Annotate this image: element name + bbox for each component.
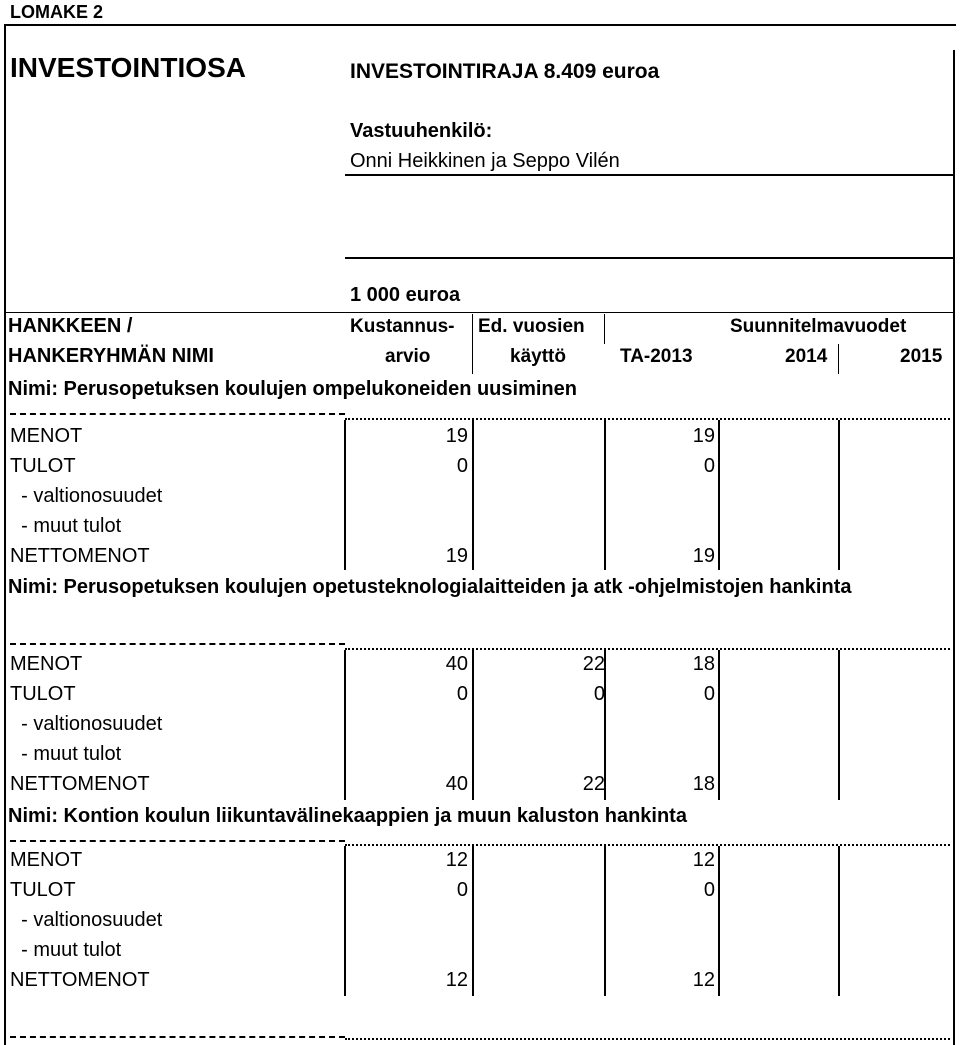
row-label: - muut tulot bbox=[10, 515, 122, 537]
cost-value: 19 bbox=[445, 545, 468, 567]
row-label: TULOT bbox=[10, 683, 76, 705]
row-label: - valtionosuudet bbox=[10, 713, 163, 735]
row-label: - valtionosuudet bbox=[10, 485, 163, 507]
project-1-row-valtionosuudet bbox=[0, 483, 960, 513]
header-col-sep-1 bbox=[472, 314, 473, 374]
project-1-dots bbox=[345, 418, 950, 420]
row-label: - muut tulot bbox=[10, 939, 122, 961]
unit-label: 1 000 euroa bbox=[350, 284, 461, 306]
cost-value: 40 bbox=[445, 653, 468, 675]
prev-value: 22 bbox=[582, 773, 605, 795]
row-label: NETTOMENOT bbox=[10, 545, 150, 567]
project-3-dash bbox=[10, 840, 345, 842]
project-3-row-nettomenot bbox=[0, 967, 960, 997]
project-2-row-valtionosuudet bbox=[0, 711, 960, 741]
header-col-sep-2 bbox=[604, 314, 605, 344]
project-3-dots bbox=[345, 844, 950, 846]
header-prev-line2: käyttö bbox=[510, 346, 566, 367]
row-label: TULOT bbox=[10, 879, 76, 901]
ta-value: 19 bbox=[692, 545, 715, 567]
top-border bbox=[4, 24, 956, 26]
project-2-row-tulot bbox=[0, 681, 960, 711]
project-2-dash bbox=[10, 643, 345, 645]
project-1-name: Nimi: Perusopetuksen koulujen ompelukoneiden uusiminen bbox=[8, 378, 577, 400]
cost-value: 0 bbox=[456, 683, 468, 705]
cost-value: 12 bbox=[445, 969, 468, 991]
ta-value: 0 bbox=[703, 455, 715, 477]
header-prev-line1: Ed. vuosien bbox=[478, 316, 585, 337]
project-3-row-valtionosuudet bbox=[0, 907, 960, 937]
row-label: - muut tulot bbox=[10, 743, 122, 765]
header-name-line1: HANKKEEN / bbox=[8, 315, 133, 337]
project-3-row-tulot bbox=[0, 877, 960, 907]
header-2014: 2014 bbox=[785, 346, 828, 367]
ta-value: 19 bbox=[692, 425, 715, 447]
project-2-name: Nimi: Perusopetuksen koulujen opetusteknologialaitteiden ja atk -ohjelmistojen hankinta bbox=[8, 576, 852, 598]
ta-value: 18 bbox=[692, 653, 715, 675]
row-label: MENOT bbox=[10, 653, 83, 675]
row-label: - valtionosuudet bbox=[10, 909, 163, 931]
names-underline bbox=[345, 174, 953, 176]
ta-value: 0 bbox=[703, 879, 715, 901]
project-2-dots bbox=[345, 648, 950, 650]
form-label: LOMAKE 2 bbox=[10, 2, 104, 22]
cost-value: 40 bbox=[445, 773, 468, 795]
ta-value: 12 bbox=[692, 849, 715, 871]
bottom-dots bbox=[345, 1038, 950, 1040]
cost-value: 0 bbox=[456, 879, 468, 901]
row-label: NETTOMENOT bbox=[10, 773, 150, 795]
prev-value: 0 bbox=[593, 683, 605, 705]
header-top-line bbox=[4, 312, 954, 313]
project-2-row-menot bbox=[0, 651, 960, 681]
header-2015: 2015 bbox=[900, 346, 943, 367]
project-1-dash bbox=[10, 413, 345, 415]
ta-value: 12 bbox=[692, 969, 715, 991]
page-title: INVESTOINTIOSA bbox=[10, 52, 246, 83]
cost-value: 12 bbox=[445, 849, 468, 871]
project-3-row-muut-tulot bbox=[0, 937, 960, 967]
header-cost-line1: Kustannus- bbox=[350, 316, 455, 337]
responsible-label: Vastuuhenkilö: bbox=[350, 120, 493, 142]
header-cost-line2: arvio bbox=[385, 346, 431, 367]
header-name-line2: HANKERYHMÄN NIMI bbox=[8, 345, 214, 367]
responsible-names: Onni Heikkinen ja Seppo Vilén bbox=[350, 150, 620, 172]
project-2-row-nettomenot bbox=[0, 771, 960, 801]
project-3-row-menot bbox=[0, 847, 960, 877]
ta-value: 0 bbox=[703, 683, 715, 705]
bottom-dash bbox=[10, 1036, 345, 1038]
project-3-name: Nimi: Kontion koulun liikuntavälinekaappien ja muun kaluston hankinta bbox=[8, 805, 687, 827]
header-plan: Suunnitelmavuodet bbox=[730, 316, 907, 337]
row-label: NETTOMENOT bbox=[10, 969, 150, 991]
row-label: TULOT bbox=[10, 455, 76, 477]
project-2-row-muut-tulot bbox=[0, 741, 960, 771]
prev-value: 22 bbox=[582, 653, 605, 675]
row-label: MENOT bbox=[10, 425, 83, 447]
project-1-row-menot bbox=[0, 423, 960, 453]
cost-value: 0 bbox=[456, 455, 468, 477]
project-1-row-muut-tulot bbox=[0, 513, 960, 543]
cost-value: 19 bbox=[445, 425, 468, 447]
header-col-sep-3 bbox=[838, 344, 839, 374]
ta-value: 18 bbox=[692, 773, 715, 795]
row-label: MENOT bbox=[10, 849, 83, 871]
header-ta: TA-2013 bbox=[620, 346, 693, 367]
project-1-row-nettomenot bbox=[0, 543, 960, 573]
investment-limit: INVESTOINTIRAJA 8.409 euroa bbox=[350, 60, 660, 83]
unit-overline bbox=[345, 257, 953, 259]
project-1-row-tulot bbox=[0, 453, 960, 483]
